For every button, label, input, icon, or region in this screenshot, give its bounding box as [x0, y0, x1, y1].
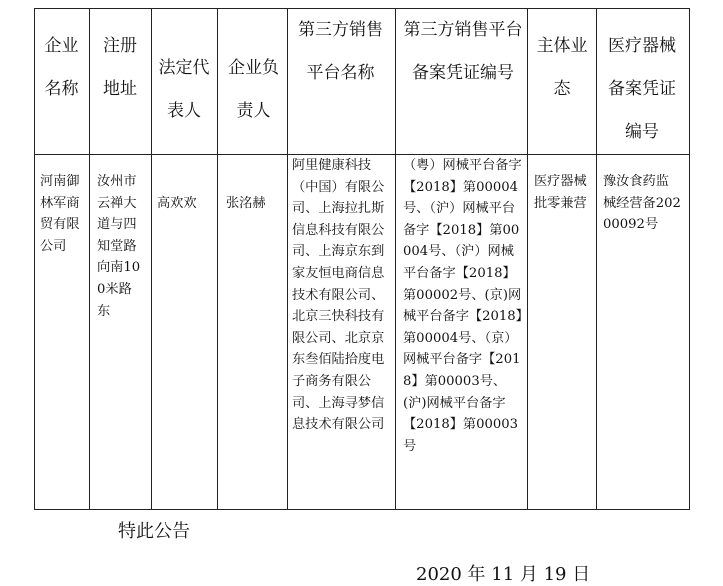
cell-company: 河南御林军商贸有限公司 [35, 155, 90, 510]
announcement-date: 2020 年 11 月 19 日 [416, 564, 591, 585]
record-table [34, 8, 690, 510]
header-cell-company: 企业名称 [35, 9, 90, 155]
header-cell-address: 注册地址 [90, 9, 152, 155]
cell-manager: 张洺赫 [218, 155, 288, 510]
header-cell-platforms: 第三方销售平台名称 [288, 9, 396, 155]
table-row [35, 155, 690, 510]
cell-legal-rep: 高欢欢 [152, 155, 218, 510]
cell-device-cert: 豫汝食药监械经营备20200092号 [597, 155, 690, 510]
cell-platforms: 阿里健康科技（中国）有限公司、上海拉扎斯信息科技有限公司、上海京东到家友恒电商信息技术有限公司、北京三快科技有限公司、北京京东叁佰陆拾度电子商务有限公司、上海寻梦信息技术有限公司 [288, 155, 396, 510]
cell-address: 汝州市云禅大道与四知堂路向南100米路东 [90, 155, 152, 510]
header-cell-legal-rep: 法定代表人 [152, 9, 218, 155]
cell-business-type: 医疗器械批零兼营 [528, 155, 597, 510]
header-row [35, 9, 690, 155]
header-cell-platform-cert: 第三方销售平台备案凭证编号 [396, 9, 528, 155]
cell-platform-cert: （粤）网械平台备字【2018】第00004号、（沪）网械平台备字【2018】第00004号、（沪）网械平台备字【2018】第00002号、(京)网械平台备字【2018】第00004号、（京）网械平台备字【2018】第00003号、(沪)网械平台备字【2018】第00003号 [396, 155, 528, 510]
header-cell-business-type: 主体业态 [528, 9, 597, 155]
closing-text: 特此公告 [118, 521, 190, 542]
header-cell-device-cert: 医疗器械备案凭证编号 [597, 9, 690, 155]
header-cell-manager: 企业负责人 [218, 9, 288, 155]
